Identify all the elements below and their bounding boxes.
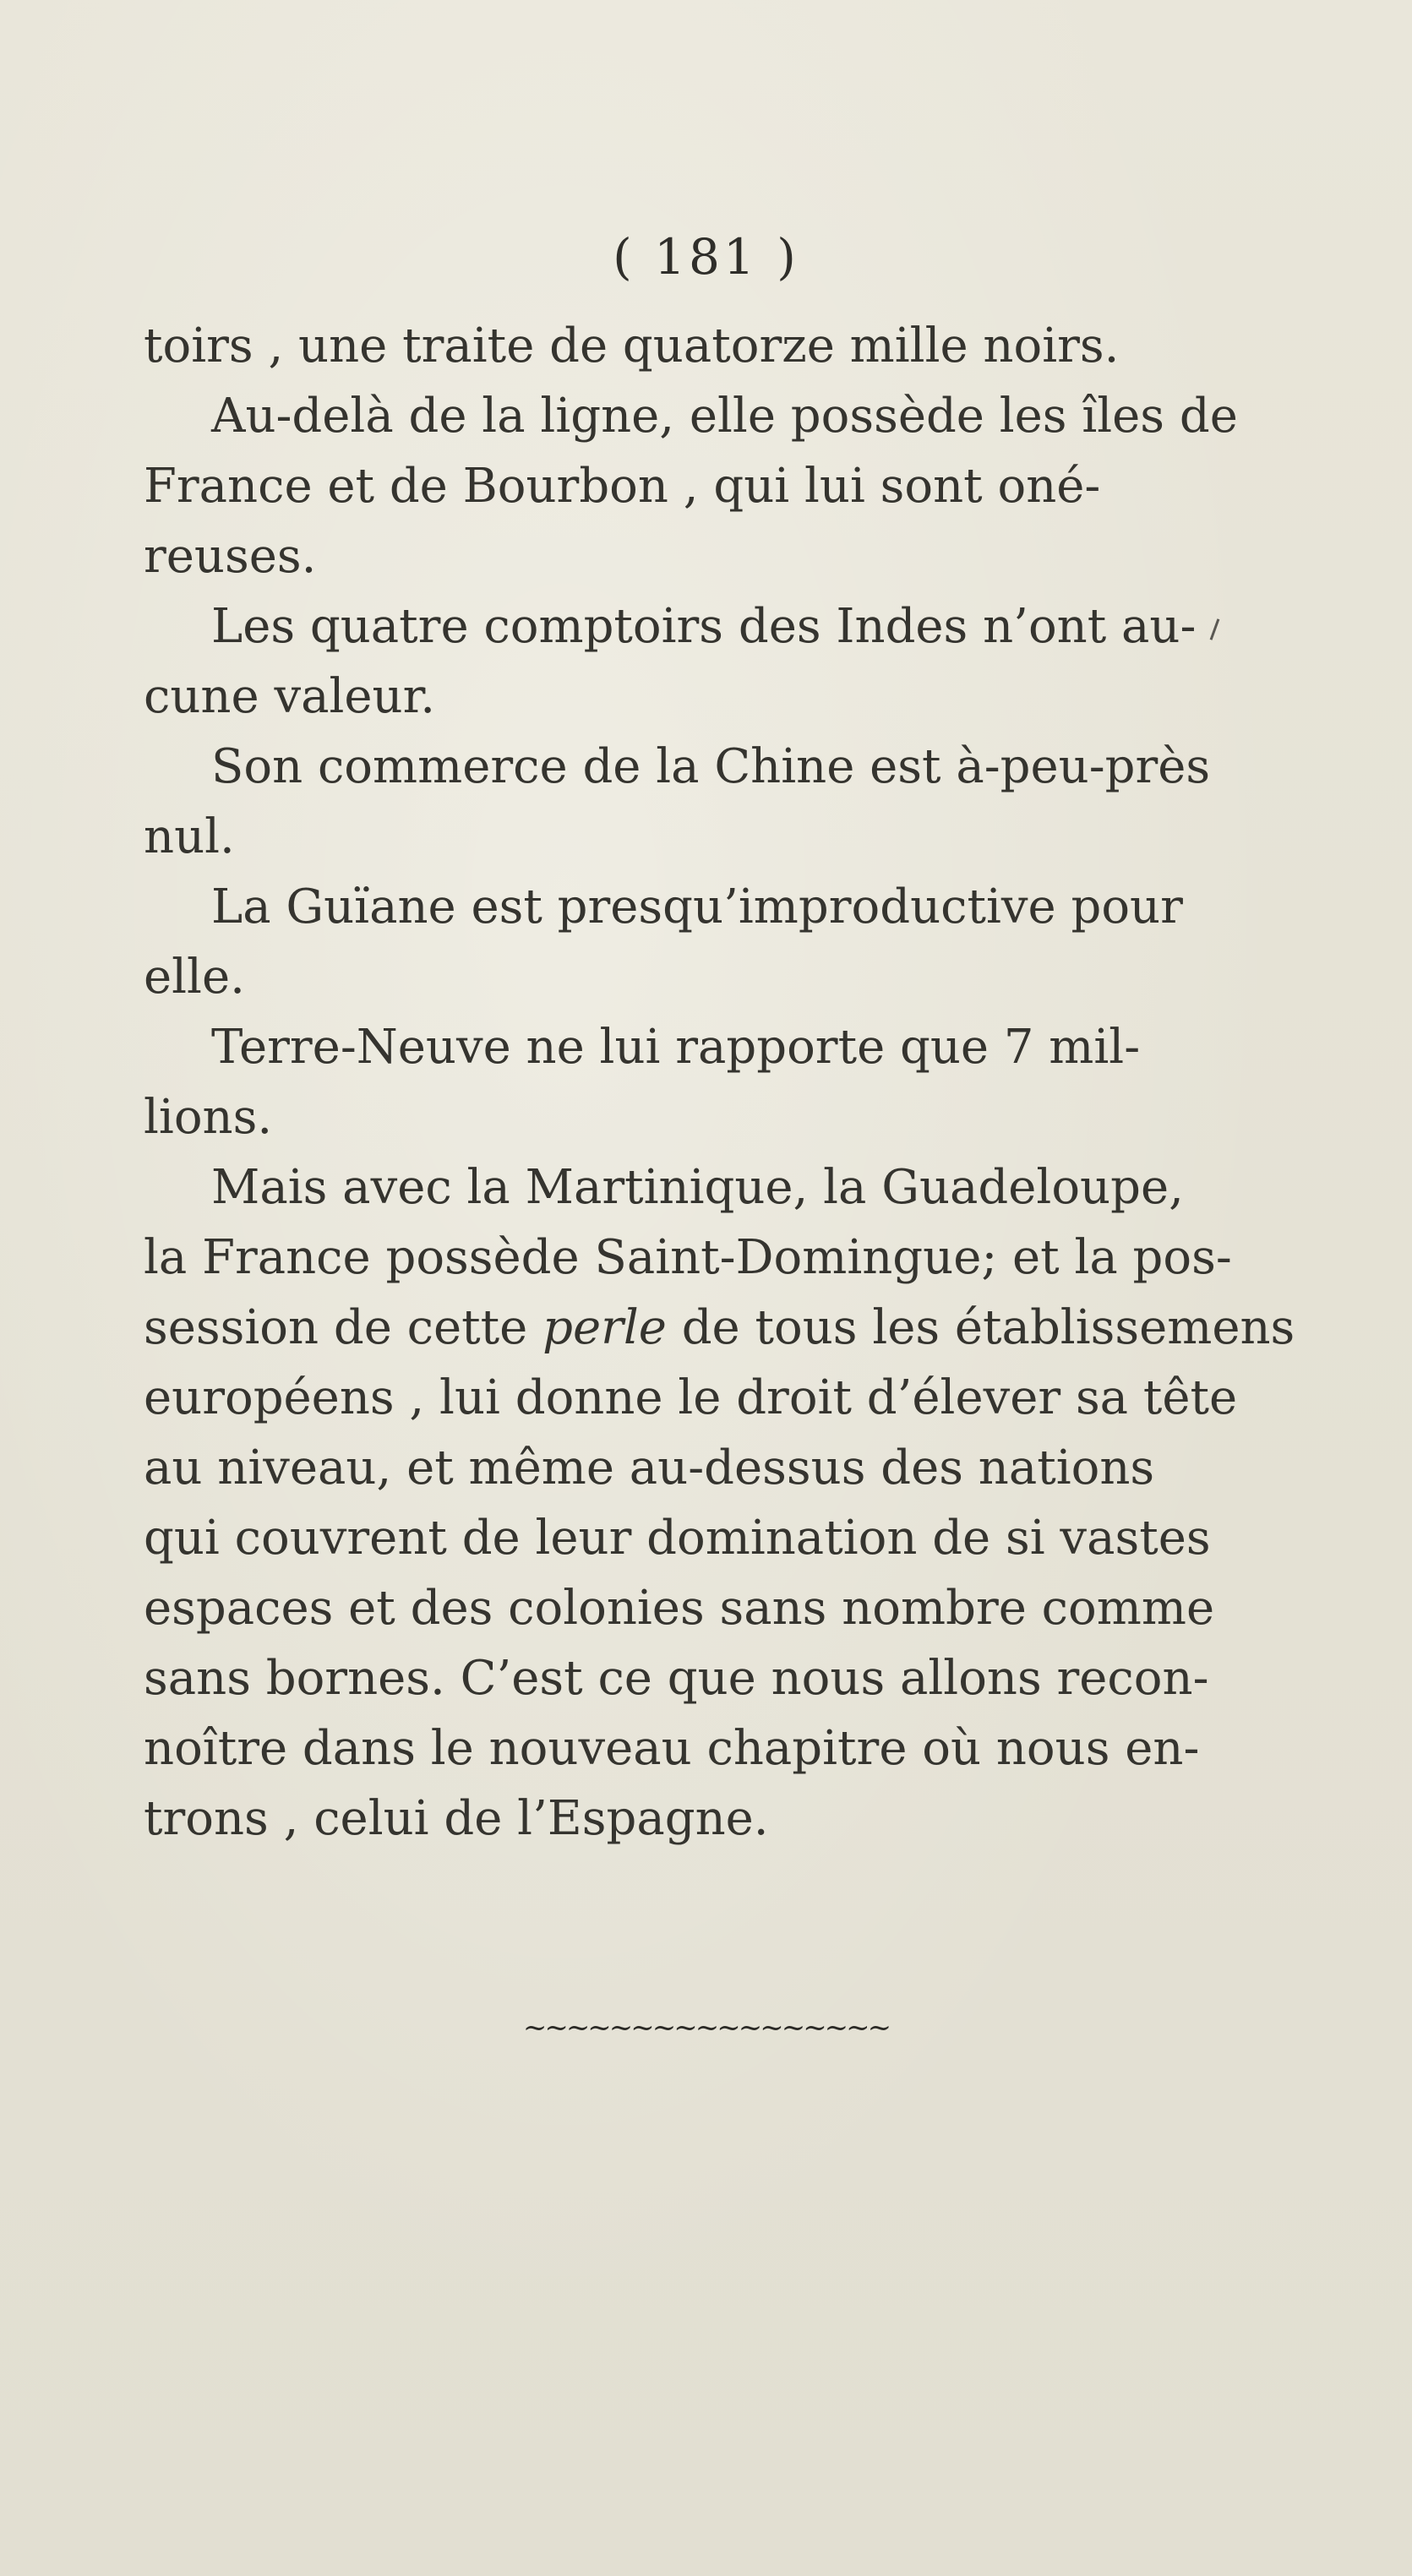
text-line: noître dans le nouveau chapitre où nous en- xyxy=(144,1721,1200,1776)
text-line: Les quatre comptoirs des Indes n’ont au- xyxy=(211,599,1197,654)
text-line xyxy=(144,1293,1295,1363)
text-line: toirs , une traite de quatorze mille noirs. xyxy=(144,319,1120,373)
text-line: sans bornes. C’est ce que nous allons recon- xyxy=(144,1651,1209,1706)
text-line: Mais avec la Martinique, la Guadeloupe, xyxy=(211,1160,1184,1215)
text-line: cune valeur. xyxy=(144,669,435,724)
text-line: Terre-Neuve ne lui rapporte que 7 mil- xyxy=(211,1020,1141,1075)
text-line: Au-delà de la ligne, elle possède les îles de xyxy=(211,389,1238,444)
text-line: espaces et des colonies sans nombre comme xyxy=(144,1581,1215,1636)
text-line: Son commerce de la Chine est à-peu-près xyxy=(211,739,1211,794)
text-line: trons , celui de l’Espagne. xyxy=(144,1791,769,1846)
italic-word: perle xyxy=(542,1300,667,1355)
text-line: la France possède Saint-Domingue; et la pos- xyxy=(144,1230,1232,1285)
text-line: lions. xyxy=(144,1090,273,1145)
page-number-header: ( 181 ) xyxy=(613,228,799,286)
text-line: européens , lui donne le droit d’élever sa tête xyxy=(144,1370,1238,1425)
text-line: qui couvrent de leur domination de si vastes xyxy=(144,1511,1211,1566)
text-line: elle. xyxy=(144,950,245,1005)
text-line: La Guïane est presqu’improductive pour xyxy=(211,880,1183,934)
ornamental-divider: ~~~~~~~~~~~~~~~~~ xyxy=(522,2011,890,2045)
text-line: nul. xyxy=(144,809,235,864)
text-segment: de tous les établissemens xyxy=(666,1300,1295,1355)
text-line: au niveau, et même au-dessus des nations xyxy=(144,1440,1155,1495)
body-text xyxy=(144,311,1295,1854)
margin-mark xyxy=(1210,618,1220,640)
text-segment: session de cette xyxy=(144,1300,543,1355)
text-line: France et de Bourbon , qui lui sont oné- xyxy=(144,459,1101,514)
text-line: reuses. xyxy=(144,529,317,584)
